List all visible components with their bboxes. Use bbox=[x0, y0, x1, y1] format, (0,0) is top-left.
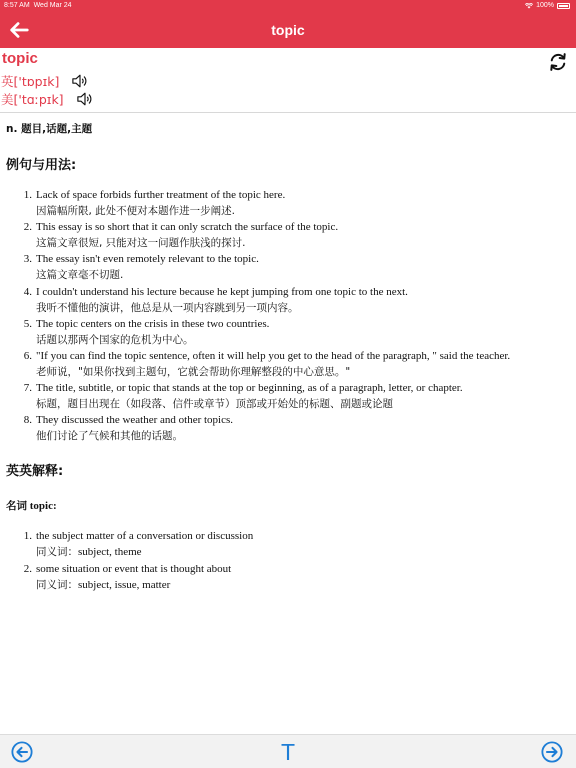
speaker-icon[interactable] bbox=[76, 91, 94, 107]
definition-text: some situation or event that is thought about bbox=[36, 562, 232, 575]
example-english: This essay is so short that it can only scratch the surface of the topic. bbox=[36, 221, 339, 234]
status-right bbox=[525, 0, 570, 12]
example-number: 5. bbox=[23, 317, 32, 330]
part-of-speech-word: topic: bbox=[29, 500, 57, 512]
refresh-icon[interactable] bbox=[548, 52, 568, 72]
synonym-label: 同义词： bbox=[36, 578, 78, 591]
headword: topic bbox=[2, 50, 38, 67]
us-pronunciation: 美['tɑːpɪk] bbox=[1, 92, 64, 107]
definition-synonyms bbox=[36, 544, 142, 560]
wifi-icon bbox=[525, 3, 533, 9]
example-item bbox=[0, 380, 576, 412]
bottom-toolbar bbox=[0, 734, 576, 768]
example-item bbox=[0, 219, 576, 251]
example-item bbox=[0, 412, 576, 444]
example-english: The topic centers on the crisis in these two countries. bbox=[36, 317, 270, 330]
part-of-speech-cn: 名词 bbox=[6, 500, 27, 512]
definition-item bbox=[0, 561, 576, 594]
speaker-icon[interactable] bbox=[71, 73, 89, 89]
example-number: 4. bbox=[23, 285, 32, 298]
example-chinese: 老师说，"如果你找到主题句，它就会帮助你理解整段的中心意思。" bbox=[36, 365, 351, 378]
example-item bbox=[0, 348, 576, 380]
us-pronunciation-row bbox=[1, 90, 94, 108]
definition-text: the subject matter of a conversation or discussion bbox=[36, 530, 254, 542]
example-number: 2. bbox=[23, 221, 32, 234]
navigation-bar bbox=[0, 12, 576, 48]
example-chinese: 这篇文章毫不切题. bbox=[36, 269, 124, 282]
example-number: 3. bbox=[23, 253, 32, 266]
part-of-speech-label bbox=[6, 498, 57, 513]
example-chinese: 这篇文章很短, 只能对这一问题作肤浅的探讨. bbox=[36, 237, 246, 250]
example-english: They discussed the weather and other topics. bbox=[36, 414, 234, 427]
status-date: Wed Mar 24 bbox=[33, 2, 72, 9]
arrow-left-circle-icon[interactable] bbox=[11, 741, 33, 763]
example-chinese: 话题以那两个国家的危机为中心。 bbox=[36, 333, 194, 346]
definition-list bbox=[0, 528, 576, 593]
example-chinese: 标题，题目出现在（如段落、信件或章节）顶部或开始处的标题、副题或论题 bbox=[36, 398, 393, 411]
example-list bbox=[0, 187, 576, 445]
definition-synonyms bbox=[36, 577, 170, 593]
synonym-values: subject, issue, matter bbox=[78, 578, 171, 591]
header-divider bbox=[0, 112, 576, 113]
battery-percent: 100% bbox=[536, 2, 554, 9]
definition-number: 2. bbox=[23, 562, 32, 575]
example-item bbox=[0, 251, 576, 283]
page-title: topic bbox=[271, 22, 305, 38]
english-definition-section-title: 英英解释: bbox=[6, 464, 64, 479]
example-item bbox=[0, 187, 576, 219]
battery-icon bbox=[557, 3, 570, 9]
font-size-button[interactable]: T bbox=[280, 739, 296, 765]
example-english: "If you can find the topic sentence, often it will help you get to the head of the paragraph, " said the teacher. bbox=[36, 349, 511, 362]
status-bar bbox=[0, 0, 576, 12]
example-number: 1. bbox=[23, 189, 32, 201]
definition-number: 1. bbox=[23, 530, 32, 542]
example-item bbox=[0, 316, 576, 348]
uk-pronunciation: 英['tɒpɪk] bbox=[1, 74, 60, 89]
example-chinese: 他们讨论了气候和其他的话题。 bbox=[36, 430, 183, 443]
synonym-label: 同义词： bbox=[36, 546, 78, 558]
basic-definition: n. 题目,话题,主题 bbox=[6, 123, 93, 135]
example-english: The title, subtitle, or topic that stands at the top or beginning, as of a paragraph, letter, or chapter. bbox=[36, 382, 463, 395]
example-number: 8. bbox=[23, 414, 32, 427]
arrow-right-circle-icon[interactable] bbox=[541, 741, 563, 763]
definition-item bbox=[0, 528, 576, 561]
example-chinese: 因篇幅所限, 此处不便对本题作进一步阐述. bbox=[36, 205, 236, 217]
example-english: The essay isn't even remotely relevant to the topic. bbox=[36, 253, 259, 266]
example-chinese: 我听不懂他的演讲，他总是从一项内容跳到另一项内容。 bbox=[36, 301, 299, 314]
status-time-date bbox=[4, 0, 72, 12]
example-number: 6. bbox=[23, 349, 32, 362]
uk-pronunciation-row bbox=[1, 72, 89, 90]
example-item bbox=[0, 284, 576, 316]
synonym-values: subject, theme bbox=[78, 546, 142, 558]
examples-section-title: 例句与用法: bbox=[6, 158, 77, 173]
example-number: 7. bbox=[23, 382, 32, 395]
example-english: I couldn't understand his lecture because he kept jumping from one topic to the next. bbox=[36, 285, 408, 298]
example-english: Lack of space forbids further treatment of the topic here. bbox=[36, 189, 286, 201]
arrow-left-icon[interactable] bbox=[8, 20, 30, 40]
status-time: 8:57 AM bbox=[4, 2, 30, 9]
